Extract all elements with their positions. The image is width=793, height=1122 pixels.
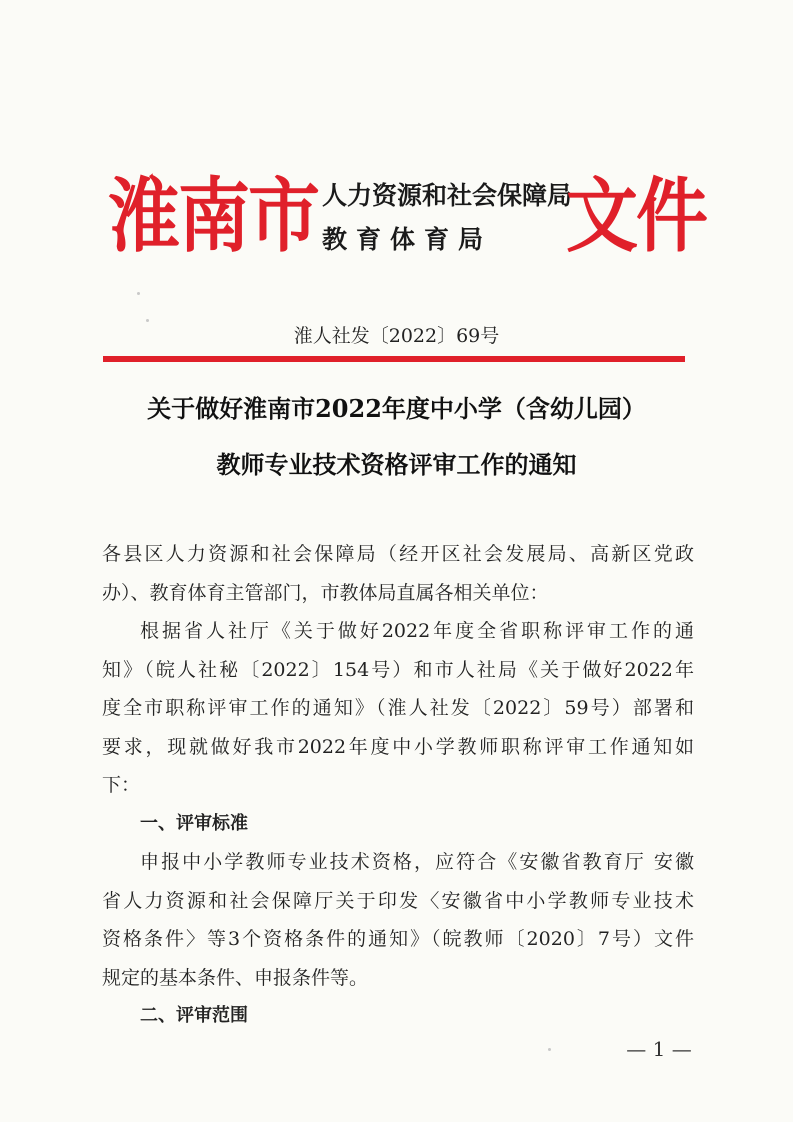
section1-line: 省人力资源和社会保障厅关于印发〈安徽省中小学教师专业技术 (102, 889, 694, 912)
document-word: 文件 (566, 168, 707, 263)
intro-line: 知》（皖人社秘〔2022〕154号）和市人社局《关于做好2022年 (102, 658, 694, 681)
section-heading-review-scope: 二、评审范围 (140, 1005, 248, 1026)
scan-speck (137, 292, 140, 295)
document-header (0, 150, 793, 280)
intro-line: 度全市职称评审工作的通知》（淮人社发〔2022〕59号）部署和 (102, 697, 694, 719)
intro-line: 要求，现就做好我市2022年度中小学教师职称评审工作通知如 (102, 735, 694, 758)
section-heading-review-standards: 一、评审标准 (140, 812, 248, 834)
issuing-authorities (322, 174, 573, 262)
document-title-line-2: 教师专业技术资格评审工作的通知 (216, 450, 577, 479)
issuer-education-sports-bureau: 教育体育局 (322, 225, 493, 254)
addressee-line: 各县区人力资源和社会保障局（经开区社会发展局、高新区党政 (102, 543, 694, 565)
issuer-hrss-bureau: 人力资源和社会保障局 (322, 181, 573, 210)
section1-line: 资格条件〉等3个资格条件的通知》（皖教师〔2020〕7号）文件 (102, 928, 694, 950)
addressee-line: 办）、教育体育主管部门，市教体局直属各相关单位： (102, 581, 549, 604)
document-number: 淮人社发〔2022〕69号 (293, 325, 500, 347)
city-name: 淮南市 (108, 168, 319, 263)
section1-line: 申报中小学教师专业技术资格，应符合《安徽省教育厅 安徽 (140, 851, 694, 873)
intro-line: 下： (102, 774, 141, 796)
red-divider-line (103, 356, 685, 362)
section1-line: 规定的基本条件、申报条件等。 (102, 966, 369, 989)
document-title-line-1: 关于做好淮南市2022年度中小学（含幼儿园） (147, 394, 646, 423)
scan-speck (548, 1048, 551, 1051)
page-number: — 1 — (626, 1037, 692, 1061)
document-body (102, 535, 694, 1036)
scan-speck (146, 319, 149, 322)
intro-line: 根据省人社厅《关于做好2022年度全省职称评审工作的通 (140, 620, 694, 642)
